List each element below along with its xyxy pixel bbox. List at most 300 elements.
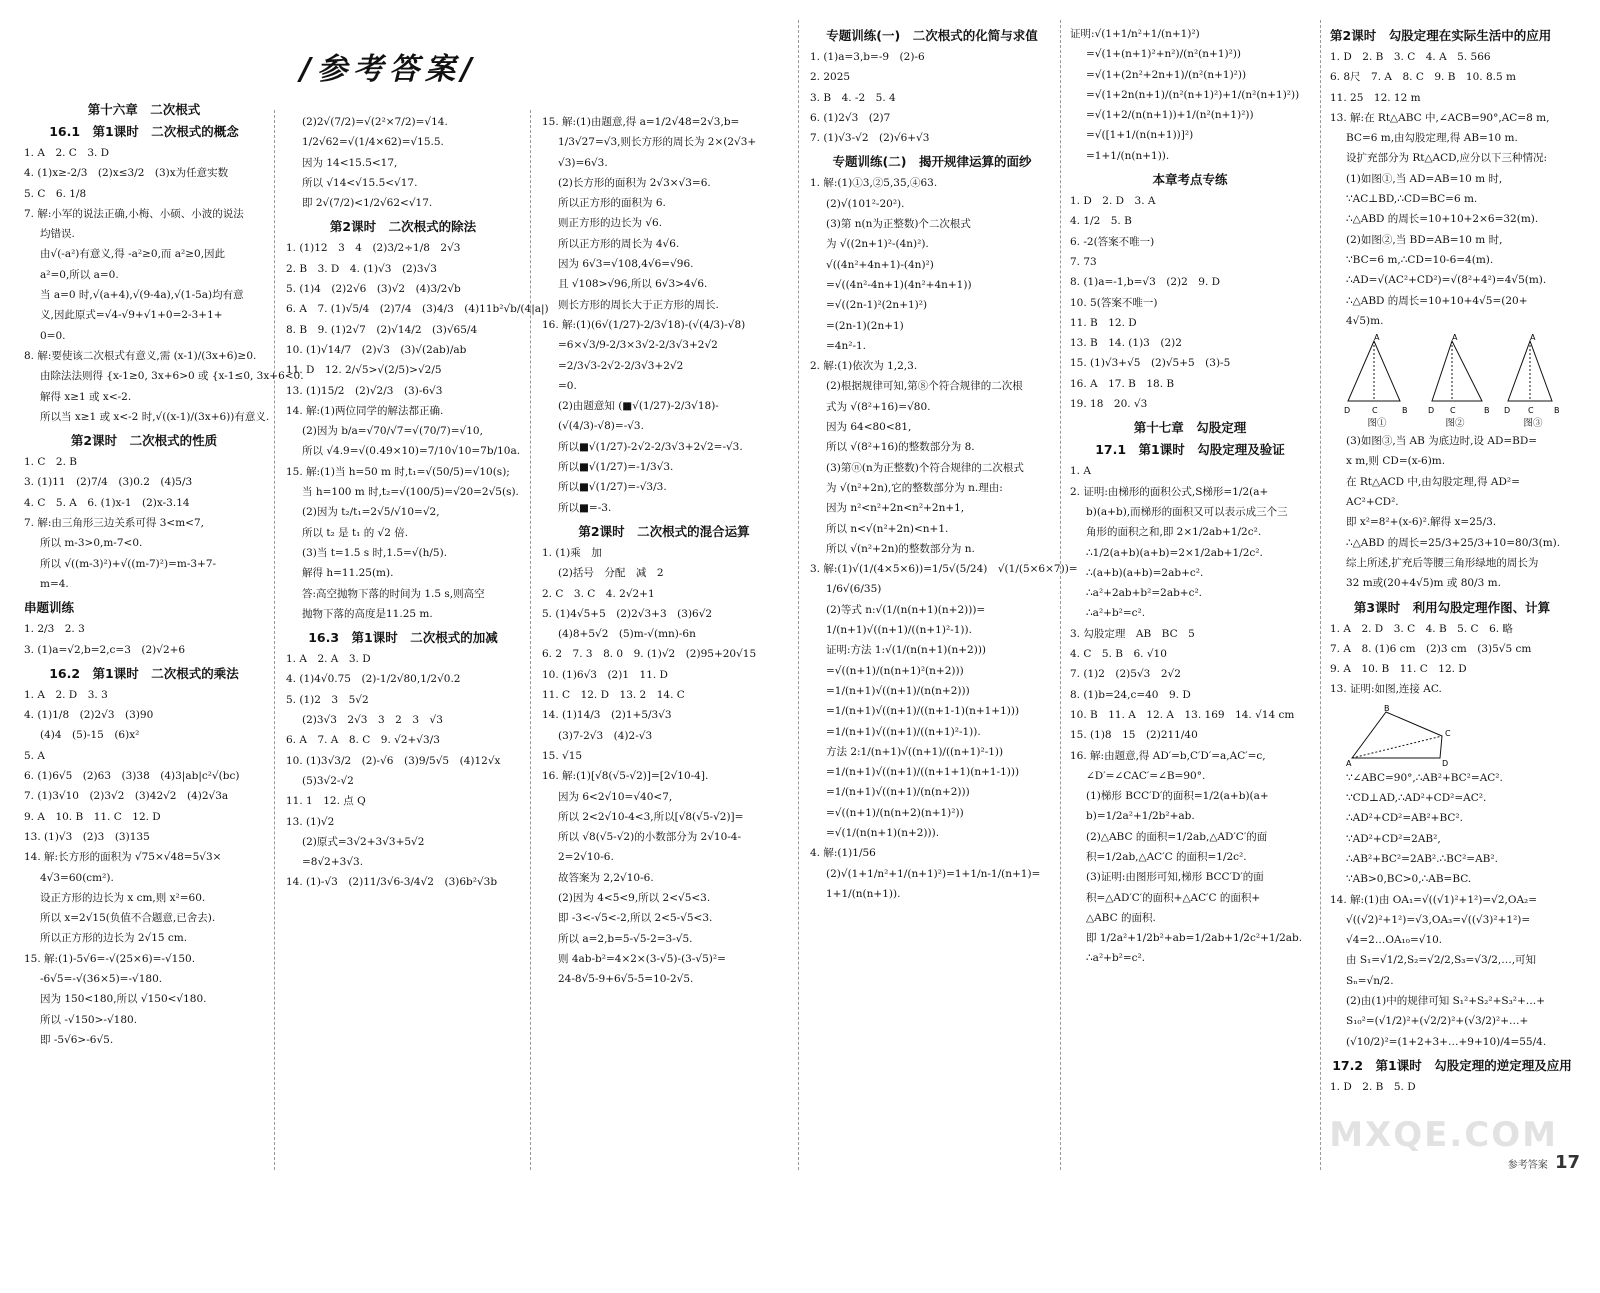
answer-line: 6. A 7. A 8. C 9. √2+√3/3 xyxy=(286,734,440,747)
answer-line: 13. (1)√3 (2)3 (3)135 xyxy=(24,830,150,843)
answer-line: (1)如图①,当 AD=AB=10 m 时, xyxy=(1346,172,1503,185)
answer-line: 4. (1)4√0.75 (2)-1/2√80,1/2√0.2 xyxy=(286,673,461,686)
answer-line: 1. C 2. B xyxy=(24,456,77,469)
section-heading: 第2课时 二次根式的性质 xyxy=(70,433,218,449)
answer-line: 由除法法则得 {x-1≥0, 3x+6>0 或 {x-1≤0, 3x+6<0. xyxy=(40,370,304,383)
section-heading: 16.2 第1课时 二次根式的乘法 xyxy=(49,665,239,681)
section-heading: 第2课时 勾股定理在实际生活中的应用 xyxy=(1330,28,1552,43)
answer-line: (√10/2)²=(1+2+3+…+9+10)/4=55/4. xyxy=(1346,1035,1547,1048)
answer-line: (3)证明:由图形可知,梯形 BCC′D′的面 xyxy=(1086,871,1264,884)
answer-line: (2)如图②,当 BD=AB=10 m 时, xyxy=(1346,233,1503,246)
vertex-label: A xyxy=(1346,758,1352,768)
answer-line: 3. B 4. -2 5. 4 xyxy=(810,91,896,104)
answer-line: ∴△ABD 的周长=10+10+4√5=(20+ xyxy=(1346,294,1528,307)
answer-line: (4)4 (5)-15 (6)x² xyxy=(40,729,140,742)
answer-line: 1/(n+1)√((n+1)/((n+1)²-1)). xyxy=(826,624,972,637)
answer-line: 14. 解:(1)由 OA₁=√((√1)²+1²)=√2,OA₂= xyxy=(1330,893,1538,906)
answer-line: ∴(a+b)(a+b)=2ab+c². xyxy=(1086,566,1204,579)
answer-line: 因为 n²<n²+2n<n²+2n+1, xyxy=(826,502,965,515)
answer-line: 角形的面积之和,即 2×1/2ab+1/2c². xyxy=(1086,526,1262,539)
answer-line: Sₙ=√n/2. xyxy=(1346,974,1394,987)
answer-line: 4. 解:(1)1/56 xyxy=(810,847,876,860)
vertex-label: B xyxy=(1384,703,1390,713)
answer-line: 即 x²=8²+(x-6)².解得 x=25/3. xyxy=(1346,516,1497,529)
vertex-label: B xyxy=(1402,406,1408,416)
answer-line: (2)长方形的面积为 2√3×√3=6. xyxy=(558,176,711,189)
triangle-diagram xyxy=(1344,335,1410,415)
answer-line: 所以 √14<√15.5<√17. xyxy=(302,176,418,189)
triangle-diagram xyxy=(1422,335,1488,415)
answer-line: 16. A 17. B 18. B xyxy=(1070,377,1175,390)
answer-line: 均错误. xyxy=(40,228,75,241)
answer-line: ∴△ABD 的周长=25/3+25/3+10=80/3(m). xyxy=(1346,536,1561,549)
answer-line: 10. 5(答案不唯一) xyxy=(1070,296,1158,309)
answer-line: 即 1/2a²+1/2b²+ab=1/2ab+1/2c²+1/2ab. xyxy=(1086,932,1303,945)
answer-line: 14. (1)-√3 (2)11/3√6-3/4√2 (3)6b²√3b xyxy=(286,876,498,889)
answer-line: 所以 2<2√10-4<3,所以[√8(√5-√2)]= xyxy=(558,810,744,823)
answer-line: =√(1+2n(n+1)/(n²(n+1)²)+1/(n²(n+1)²)) xyxy=(1086,88,1300,101)
answer-line: (2)由(1)中的规律可知 S₁²+S₂²+S₃²+…+ xyxy=(1346,994,1546,1007)
column-2 xyxy=(282,112,549,1293)
answer-line: 因为 64<80<81, xyxy=(826,421,912,434)
answer-line: =√((4n²-4n+1)(4n²+4n+1)) xyxy=(826,278,972,291)
answer-line: 8. (1)b=24,c=40 9. D xyxy=(1070,688,1191,701)
answer-line: 由√(-a²)有意义,得 -a²≥0,而 a²≥0,因此 xyxy=(40,248,226,261)
answer-line: 7. (1)2 (2)5√3 2√2 xyxy=(1070,668,1181,681)
answer-line: 14. 解:(1)两位同学的解法都正确. xyxy=(286,404,444,417)
answer-line: 所以正方形的周长为 4√6. xyxy=(558,237,680,250)
answer-line: 在 Rt△ACD 中,由勾股定理,得 AD²= xyxy=(1346,475,1520,488)
answer-line: 所以 x=2√15(负值不合题意,已舍去). xyxy=(40,912,216,925)
answer-line: 解得 x≥1 或 x<-2. xyxy=(40,390,132,403)
answer-line: b)=1/2a²+1/2b²+ab. xyxy=(1086,810,1195,823)
answer-line: ∴AB²+BC²=2AB².∴BC²=AB². xyxy=(1346,852,1498,865)
vertex-label: C xyxy=(1372,406,1378,416)
answer-line: -6√5=-√(36×5)=-√180. xyxy=(40,972,163,985)
answer-line: =1/(n+1)√((n+1)/((n+1)²-1)). xyxy=(826,725,981,738)
answer-line: 1. (1)12 3 4 (2)3/2÷1/8 2√3 xyxy=(286,242,461,255)
answer-line: ∴△ABD 的周长=10+10+2×6=32(m). xyxy=(1346,213,1539,226)
answer-line: a²=0,所以 a=0. xyxy=(40,268,119,281)
answer-line: =8√2+3√3. xyxy=(302,856,364,869)
answer-line: 2=2√10-6. xyxy=(558,851,614,864)
vertex-label: D xyxy=(1442,758,1449,768)
answer-line: 15. √15 xyxy=(542,749,583,762)
answer-line: (3)第ⓝ(n为正整数)个符合规律的二次根式 xyxy=(826,461,1024,474)
section-heading: 专题训练(一) 二次根式的化简与求值 xyxy=(826,28,1038,43)
triangle-diagram xyxy=(1500,335,1566,415)
answer-line: (2)△ABC 的面积=1/2ab,△AD′C′的面 xyxy=(1086,830,1268,843)
answer-line: 所以 √4.9=√(0.49×10)=7/10√10=7b/10a. xyxy=(302,445,521,458)
section-heading: 第2课时 二次根式的除法 xyxy=(329,219,477,235)
answer-line: 证明:√(1+1/n²+1/(n+1)²) xyxy=(1070,28,1200,40)
answer-line: 4. (1)1/8 (2)2√3 (3)90 xyxy=(24,709,154,722)
answer-line: 所以■√(1/27)=-√3/3. xyxy=(558,481,667,494)
answer-line: 所以 -√150>-√180. xyxy=(40,1013,138,1026)
answer-line: (2)因为 4<5<9,所以 2<√5<3. xyxy=(558,891,711,904)
page-footer xyxy=(1508,1152,1580,1173)
answer-line: =√((n+1)/(n(n+2)(n+1)²)) xyxy=(826,806,964,819)
column-divider xyxy=(530,110,531,1170)
watermark: MXQE.COM xyxy=(1329,1115,1558,1155)
footer-label: 参考答案 xyxy=(1507,1160,1548,1171)
answer-line: △ABC 的面积. xyxy=(1086,911,1156,924)
answer-line: 1+1/(n(n+1)). xyxy=(826,887,901,900)
answer-line: =√(1+(2n²+2n+1)/(n²(n+1)²)) xyxy=(1086,68,1247,81)
answer-line: 2. 2025 xyxy=(810,71,851,84)
answer-line: (3)当 t=1.5 s 时,1.5=√(h/5). xyxy=(302,546,448,559)
answer-line: 13. 解:在 Rt△ABC 中,∠ACB=90°,AC=8 m, xyxy=(1330,111,1550,124)
answer-line: AC²+CD². xyxy=(1346,496,1399,509)
answer-line: 8. 解:要使该二次根式有意义,需 (x-1)/(3x+6)≥0. xyxy=(24,349,257,362)
answer-line: (2)因为 b/a=√70/√7=√(70/7)=√10, xyxy=(302,425,483,438)
vertex-label: C xyxy=(1528,406,1534,416)
column-divider xyxy=(1060,20,1061,1170)
answer-line: 1. A 2. D 3. C 4. B 5. C 6. 略 xyxy=(1330,622,1513,635)
vertex-label: D xyxy=(1504,406,1511,416)
answer-line: √((√2)²+1²)=√3,OA₃=√((√3)²+1²)= xyxy=(1346,913,1531,926)
answer-line: 2. 解:(1)依次为 1,2,3. xyxy=(810,360,918,373)
section-heading: 16.3 第1课时 二次根式的加减 xyxy=(308,630,498,646)
answer-line: 所以正方形的面积为 6. xyxy=(558,197,666,210)
answer-line: 13. (1)15/2 (2)√2/3 (3)-6√3 xyxy=(286,384,443,397)
answer-line: 方法 2:1/(n+1)√((n+1)/((n+1)²-1)) xyxy=(826,745,1004,758)
answer-line: 7. (1)3√10 (2)3√2 (3)42√2 (4)2√3a xyxy=(24,790,229,803)
section-heading: 本章考点专练 xyxy=(1152,172,1228,188)
answer-line: 所以当 x≥1 或 x<-2 时,√((x-1)/(3x+6))有意义. xyxy=(40,410,270,423)
answer-line: 0=0. xyxy=(40,329,66,342)
answer-line: =1/(n+1)√((n+1)/((n+1-1)(n+1+1))) xyxy=(826,705,1020,718)
answer-line: 2. C 3. C 4. 2√2+1 xyxy=(542,587,655,600)
vertex-label: B xyxy=(1484,406,1490,416)
section-heading: 第十六章 二次根式 xyxy=(87,102,201,117)
answer-line: =√((n+1)/(n(n+1)²(n+2))) xyxy=(826,664,964,677)
answer-line: 积=1/2ab,△AC′C 的面积=1/2c². xyxy=(1086,850,1247,863)
answer-line: BC=6 m,由勾股定理,得 AB=10 m. xyxy=(1346,132,1518,145)
answer-line: 24-8√5-9+6√5-5=10-2√5. xyxy=(558,973,694,986)
answer-line: =1/(n+1)√((n+1)/(n(n+2))) xyxy=(826,684,970,697)
answer-line: 1. D 2. B 3. C 4. A 5. 566 xyxy=(1330,51,1491,63)
answer-line: =√(1+2/(n(n+1))+1/(n²(n+1)²)) xyxy=(1086,109,1254,122)
answer-line: 1. (1)a=3,b=-9 (2)-6 xyxy=(810,51,925,63)
banner-title: /参考答案/ xyxy=(300,52,478,87)
answer-line: 则长方形的周长大于正方形的周长. xyxy=(558,298,719,311)
vertex-label: C xyxy=(1445,728,1451,738)
answer-line: 且 √108>√96,所以 6√3>4√6. xyxy=(558,278,708,291)
answer-line: 6. 8尺 7. A 8. C 9. B 10. 8.5 m xyxy=(1330,71,1516,84)
column-divider xyxy=(274,110,275,1170)
answer-line: ∠D′=∠CAC′=∠B=90°. xyxy=(1086,769,1206,782)
answer-line: 9. A 10. B 11. C 12. D xyxy=(1330,663,1467,676)
answer-line: (2)由题意知 (■√(1/27)-2/3√18)- xyxy=(558,400,719,413)
answer-line: 所以 m-3>0,m-7<0. xyxy=(40,537,143,550)
answer-line: 当 h=100 m 时,t₂=√(100/5)=√20=2√5(s). xyxy=(302,486,519,499)
quadrilateral-figure xyxy=(1344,704,1574,766)
answer-line: 所以 t₂ 是 t₁ 的 √2 倍. xyxy=(302,526,409,539)
answer-line: ∵AB>0,BC>0,∴AB=BC. xyxy=(1346,873,1472,886)
vertex-label: B xyxy=(1554,406,1560,416)
answer-line: √3)=6√3. xyxy=(558,156,608,169)
answer-line: 6. (1)2√3 (2)7 xyxy=(810,111,891,124)
section-heading: 第3课时 利用勾股定理作图、计算 xyxy=(1353,599,1551,615)
vertex-label: D xyxy=(1344,406,1351,416)
answer-line: x m,则 CD=(x-6)m. xyxy=(1346,455,1446,468)
answer-line: =2/3√3-2√2-2/3√3+2√2 xyxy=(558,359,684,372)
answer-line: 7. 解:小军的说法正确,小梅、小硕、小波的说法 xyxy=(24,207,244,220)
answer-line: 3. (1)11 (2)7/4 (3)0.2 (4)5/3 xyxy=(24,476,193,489)
answer-line: (3)7-2√3 (4)2-√3 xyxy=(558,729,653,742)
answer-line: 15. (1)8 15 (2)211/40 xyxy=(1070,729,1198,742)
answer-line: ∵AC⊥BD,∴CD=BC=6 m. xyxy=(1346,193,1478,206)
answer-line: 15. 解:(1)-5√6=-√(25×6)=-√150. xyxy=(24,952,196,965)
answer-line: 10. (1)3√3/2 (2)-√6 (3)9/5√5 (4)12√x xyxy=(286,754,501,767)
answer-line: 设正方形的边长为 x cm,则 x²=60. xyxy=(40,891,206,904)
answer-line: 所以 √8(√5-√2)的小数部分为 2√10-4- xyxy=(558,831,742,844)
answer-line: 3. 勾股定理 AB BC 5 xyxy=(1070,627,1195,640)
answer-line: 因为 6<2√10=√40<7, xyxy=(558,790,673,803)
answer-line: 16. 解:由题意,得 AD′=b,C′D′=a,AC′=c, xyxy=(1070,749,1266,762)
answer-line: ∵∠ABC=90°,∴AB²+BC²=AC². xyxy=(1346,771,1503,784)
answer-line: 14. (1)14/3 (2)1+5/3√3 xyxy=(542,709,672,722)
answer-line: 11. D 12. 2/√5>√(2/5)>√2/5 xyxy=(286,364,442,377)
answer-line: (5)3√2-√2 xyxy=(302,774,354,787)
answer-line: 7. (1)√3-√2 (2)√6+√3 xyxy=(810,132,930,145)
answer-line: 1. (1)乘 加 xyxy=(542,546,602,559)
answer-line: =1+1/(n(n+1)). xyxy=(1086,149,1170,162)
answer-line: 15. 解:(1)由题意,得 a=1/2√48=2√3,b= xyxy=(542,116,740,128)
vertex-label: A xyxy=(1530,333,1536,343)
answer-line: 1. A 2. D 3. 3 xyxy=(24,688,108,701)
answer-line: √4=2…OA₁₀=√10. xyxy=(1346,934,1443,947)
answer-line: 16. 解:(1)[√8(√5-√2)]=[2√10-4]. xyxy=(542,770,709,783)
column-5 xyxy=(1066,24,1314,1205)
answer-line: (2)2√(7/2)=√(2²×7/2)=√14. xyxy=(302,116,448,128)
answer-line: 10. B 11. A 12. A 13. 169 14. √14 cm xyxy=(1070,708,1295,721)
answer-line: 综上所述,扩充后等腰三角形绿地的周长为 xyxy=(1346,556,1539,569)
answer-line: (2)√(1+1/n²+1/(n+1)²)=1+1/n-1/(n+1)= xyxy=(826,867,1041,880)
answer-line: ∵BC=6 m,∴CD=10-6=4(m). xyxy=(1346,253,1494,266)
answer-line: 4√3=60(cm²). xyxy=(40,871,114,884)
answer-line: 11. 1 12. 点 Q xyxy=(286,795,366,808)
answer-line: 1/2√62=√(1/4×62)=√15.5. xyxy=(302,136,444,149)
answer-line: 为 √((2n+1)²-(4n)²). xyxy=(826,238,929,251)
answer-line: 因为 6√3=√108,4√6=√96. xyxy=(558,258,694,271)
column-3 xyxy=(538,112,790,1293)
answer-line: 4. 1/2 5. B xyxy=(1070,215,1132,228)
answer-line: 5. A xyxy=(24,749,45,762)
answer-line: 为 √(n²+2n),它的整数部分为 n.理由: xyxy=(826,481,1003,494)
answer-line: 6. (1)6√5 (2)63 (3)38 (4)3|ab|c²√(bc) xyxy=(24,770,240,783)
answer-line: 因为 150<180,所以 √150<√180. xyxy=(40,993,207,1006)
answer-line: 13. B 14. (1)3 (2)2 xyxy=(1070,337,1182,350)
answer-line: 1. D 2. D 3. A xyxy=(1070,195,1156,208)
answer-line: 证明:方法 1:√(1/(n(n+1)(n+2))) xyxy=(826,644,987,657)
answer-line: 13. 证明:如图,连接 AC. xyxy=(1330,683,1442,696)
column-divider xyxy=(1320,20,1321,1170)
section-heading: 第2课时 二次根式的混合运算 xyxy=(578,523,750,539)
triangle-figures xyxy=(1344,335,1574,429)
answer-line: 2. B 3. D 4. (1)√3 (2)3√3 xyxy=(286,262,437,275)
section-heading: 17.1 第1课时 勾股定理及验证 xyxy=(1095,442,1285,458)
answer-line: =4n²-1. xyxy=(826,339,867,352)
answer-line: =√((2n-1)²(2n+1)²) xyxy=(826,299,928,312)
answer-line: 所以■√(1/27)-2√2-2/3√3+2√2=-√3. xyxy=(558,440,743,453)
answer-line: (2)原式=3√2+3√3+5√2 xyxy=(302,835,425,848)
answer-line: 6. 2 7. 3 8. 0 9. (1)√2 (2)95+20√15 xyxy=(542,648,757,661)
answer-line: 13. (1)√2 xyxy=(286,815,335,828)
answer-line: =1/(n+1)√((n+1)/(n(n+2))) xyxy=(826,786,970,799)
answer-line: ∴AD=√(AC²+CD²)=√(8²+4²)=4√5(m). xyxy=(1346,274,1547,287)
answer-line: 2. 证明:由梯形的面积公式,S梯形=1/2(a+ xyxy=(1070,485,1269,498)
answer-line: 解得 h=11.25(m). xyxy=(302,567,394,580)
vertex-label: A xyxy=(1374,333,1380,343)
answer-line: =√([1+1/(n(n+1))]²) xyxy=(1086,129,1194,142)
answer-line: 1/6√(6/35) xyxy=(826,583,882,596)
answer-line: 4. C 5. A 6. (1)x-1 (2)x-3.14 xyxy=(24,496,190,509)
answer-line: (2)因为 t₂/t₁=2√5/√10=√2, xyxy=(302,506,440,519)
answer-line: 8. B 9. (1)2√7 (2)√14/2 (3)√65/4 xyxy=(286,323,478,336)
answer-line: (√(4/3)-√8)=-√3. xyxy=(558,420,644,433)
answer-line: 9. A 10. B 11. C 12. D xyxy=(24,810,161,823)
quadrilateral-diagram xyxy=(1344,704,1464,766)
answer-line: 1. 解:(1)①3,②5,35,④63. xyxy=(810,177,938,190)
answer-line: 答:高空抛物下落的时间为 1.5 s,则高空 xyxy=(302,587,485,600)
answer-line: 10. (1)6√3 (2)1 11. D xyxy=(542,668,668,681)
answer-line: 5. (1)2 3 5√2 xyxy=(286,693,369,706)
answer-line: 抛物下落的高度是11.25 m. xyxy=(302,607,433,620)
answer-line: ∵CD⊥AD,∴AD²+CD²=AC². xyxy=(1346,792,1487,805)
answer-line: 因为 14<15.5<17, xyxy=(302,156,398,169)
answer-line: 5. (1)4√5+5 (2)2√3+3 (3)6√2 xyxy=(542,607,713,620)
answer-line: 3. 解:(1)√(1/(4×5×6))=1/5√(5/24) √(1/(5×6×7))= xyxy=(810,563,1078,576)
answer-line: 1. 2/3 2. 3 xyxy=(24,623,85,636)
answer-line: 11. 25 12. 12 m xyxy=(1330,91,1421,104)
answer-line: (3)第 n(n为正整数)个二次根式 xyxy=(826,218,971,231)
answer-line: 1. D 2. B 5. D xyxy=(1330,1080,1416,1093)
section-heading: 16.1 第1课时 二次根式的概念 xyxy=(49,124,239,139)
answer-line: (1)梯形 BCC′D′的面积=1/2(a+b)(a+ xyxy=(1086,790,1269,803)
answer-line: 所以 √(n²+2n)的整数部分为 n. xyxy=(826,542,975,555)
answer-line: 11. C 12. D 13. 2 14. C xyxy=(542,689,685,702)
answer-line: 由 S₁=√1/2,S₂=√2/2,S₃=√3/2,…,可知 xyxy=(1346,954,1537,967)
answer-line: 10. (1)√14/7 (2)√3 (3)√(2ab)/ab xyxy=(286,343,467,356)
figure-caption: 图③ xyxy=(1523,418,1543,430)
answer-line: 1. A 2. C 3. D xyxy=(24,147,110,159)
answer-line: 即 2√(7/2)<1/2√62<√17. xyxy=(302,197,433,210)
answer-line: S₁₀²=(√1/2)²+(√2/2)²+(√3/2)²+…+ xyxy=(1346,1015,1529,1028)
answer-line: 即 -5√6>-6√5. xyxy=(40,1033,114,1046)
answer-line: b)(a+b),而梯形的面积又可以表示成三个三 xyxy=(1086,505,1288,518)
answer-line: 7. 73 xyxy=(1070,255,1097,268)
answer-line: 所以■√(1/27)=-1/3√3. xyxy=(558,461,674,474)
answer-line: 即 -3<-√5<-2,所以 2<5-√5<3. xyxy=(558,912,713,925)
answer-line: m=4. xyxy=(40,577,69,590)
answer-line: 6. A 7. (1)√5/4 (2)7/4 (3)4/3 (4)11b²√b/(4|a|) xyxy=(286,303,549,316)
answer-line: (2)√(101²-20²). xyxy=(826,197,905,210)
answer-line: 5. (1)4 (2)2√6 (3)√2 (4)3/2√b xyxy=(286,283,461,296)
column-6 xyxy=(1326,22,1578,1203)
answer-line: 所以■=-3. xyxy=(558,501,612,514)
section-heading: 专题训练(二) 揭开规律运算的面纱 xyxy=(832,154,1032,170)
vertex-label: A xyxy=(1452,333,1458,343)
answer-line: ∴a²+b²=c². xyxy=(1086,952,1146,965)
answer-line: =√(1/(n(n+1)(n+2))). xyxy=(826,826,940,839)
answer-line: 11. B 12. D xyxy=(1070,316,1137,329)
answer-line: 1. A xyxy=(1070,465,1091,478)
answer-line: (2)3√3 2√3 3 2 3 √3 xyxy=(302,714,443,727)
answer-line: 则正方形的边长为 √6. xyxy=(558,217,663,230)
answer-line: 则 4ab-b²=4×2×(3-√5)-(3-√5)²= xyxy=(558,952,726,965)
answer-line: 3. (1)a=√2,b=2,c=3 (2)√2+6 xyxy=(24,643,186,656)
answer-line: (2)根据规律可知,第⑧个符合规律的二次根 xyxy=(826,380,1023,393)
answer-line: 所以 a=2,b=5-√5-2=3-√5. xyxy=(558,932,693,945)
vertex-label: C xyxy=(1450,406,1456,416)
answer-line: 14. 解:长方形的面积为 √75×√48=5√3× xyxy=(24,851,222,864)
answer-line: =0. xyxy=(558,379,577,392)
answer-line: 6. -2(答案不唯一) xyxy=(1070,235,1155,248)
answer-line: 1/3√27=√3,则长方形的周长为 2×(2√3+ xyxy=(558,136,757,149)
answer-line: 19. 18 20. √3 xyxy=(1070,398,1148,411)
column-1 xyxy=(20,96,304,1277)
answer-line: 所以 √(8²+16)的整数部分为 8. xyxy=(826,441,975,454)
answer-line: 1. A 2. A 3. D xyxy=(286,653,371,666)
answer-line: 义,因此原式=√4-√9+√1+0=2-3+1+ xyxy=(40,309,223,322)
answer-line: 7. 解:由三角形三边关系可得 3<m<7, xyxy=(24,517,204,530)
answer-line: 4. (1)x≥-2/3 (2)x≤3/2 (3)x为任意实数 xyxy=(24,167,229,180)
answer-line: 当 a=0 时,√(a+4),√(9-4a),√(1-5a)均有意 xyxy=(40,289,244,302)
column-4 xyxy=(806,22,1078,1203)
answer-line: ∴AD²+CD²=AB²+BC². xyxy=(1346,812,1463,825)
section-heading: 串题训练 xyxy=(24,600,75,616)
answer-line: 32 m或(20+4√5)m 或 80/3 m. xyxy=(1346,577,1501,590)
answer-line: 15. (1)√3+√5 (2)√5+5 (3)-5 xyxy=(1070,357,1231,370)
answer-line: 所以正方形的边长为 2√15 cm. xyxy=(40,932,188,945)
answer-line: 5. C 6. 1/8 xyxy=(24,187,87,200)
answer-line: ∴a²+2ab+b²=2ab+c². xyxy=(1086,587,1203,600)
answer-line: 所以 n<√(n²+2n)<n+1. xyxy=(826,522,949,535)
figure-caption: 图① xyxy=(1367,418,1387,430)
answer-line: ∴1/2(a+b)(a+b)=2×1/2ab+1/2c². xyxy=(1086,546,1263,559)
answer-line: ∴a²+b²=c². xyxy=(1086,607,1146,620)
answer-line: 式为 √(8²+16)=√80. xyxy=(826,400,931,413)
section-heading: 17.2 第1课时 勾股定理的逆定理及应用 xyxy=(1332,1057,1572,1073)
vertex-label: D xyxy=(1428,406,1435,416)
answer-line: (2)等式 n:√(1/(n(n+1)(n+2)))= xyxy=(826,603,986,616)
answer-line: 积=△AD′C′的面积+△AC′C 的面积+ xyxy=(1086,891,1261,904)
answer-line: 15. 解:(1)当 h=50 m 时,t₁=√(50/5)=√10(s); xyxy=(286,465,510,478)
answer-line: 故答案为 2,2√10-6. xyxy=(558,871,654,884)
answer-line: (2)括号 分配 减 2 xyxy=(558,567,664,580)
answer-line: 4. C 5. B 6. √10 xyxy=(1070,648,1167,661)
answer-line: =6×√3/9-2/3×3√2-2/3√3+2√2 xyxy=(558,339,718,352)
answer-line: 所以 √((m-3)²)+√((m-7)²)=m-3+7- xyxy=(40,557,217,570)
answer-line: 16. 解:(1)(6√(1/27)-2/3√18)-(√(4/3)-√8) xyxy=(542,318,746,331)
answer-line: =√(1+(n+1)²+n²)/(n²(n+1)²)) xyxy=(1086,48,1242,61)
answer-line: =1/(n+1)√((n+1)/((n+1+1)(n+1-1))) xyxy=(826,766,1020,779)
page-number: 17 xyxy=(1554,1152,1580,1173)
section-heading: 第十七章 勾股定理 xyxy=(1133,420,1247,436)
answer-line: 设扩充部分为 Rt△ACD,应分以下三种情况: xyxy=(1346,152,1548,165)
answer-line: 4√5)m. xyxy=(1346,314,1384,327)
answer-line: =(2n-1)(2n+1) xyxy=(826,319,904,332)
answer-line: 7. A 8. (1)6 cm (2)3 cm (3)5√5 cm xyxy=(1330,642,1532,655)
figure-caption: 图② xyxy=(1445,418,1465,430)
answer-line: ∵AD²+CD²=2AB², xyxy=(1346,832,1441,845)
column-divider xyxy=(798,20,799,1170)
answer-line: √((4n²+4n+1)-(4n)²) xyxy=(826,258,934,271)
answer-line: (4)8+5√2 (5)m-√(mn)-6n xyxy=(558,628,696,641)
answer-line: 8. (1)a=-1,b=√3 (2)2 9. D xyxy=(1070,276,1221,289)
